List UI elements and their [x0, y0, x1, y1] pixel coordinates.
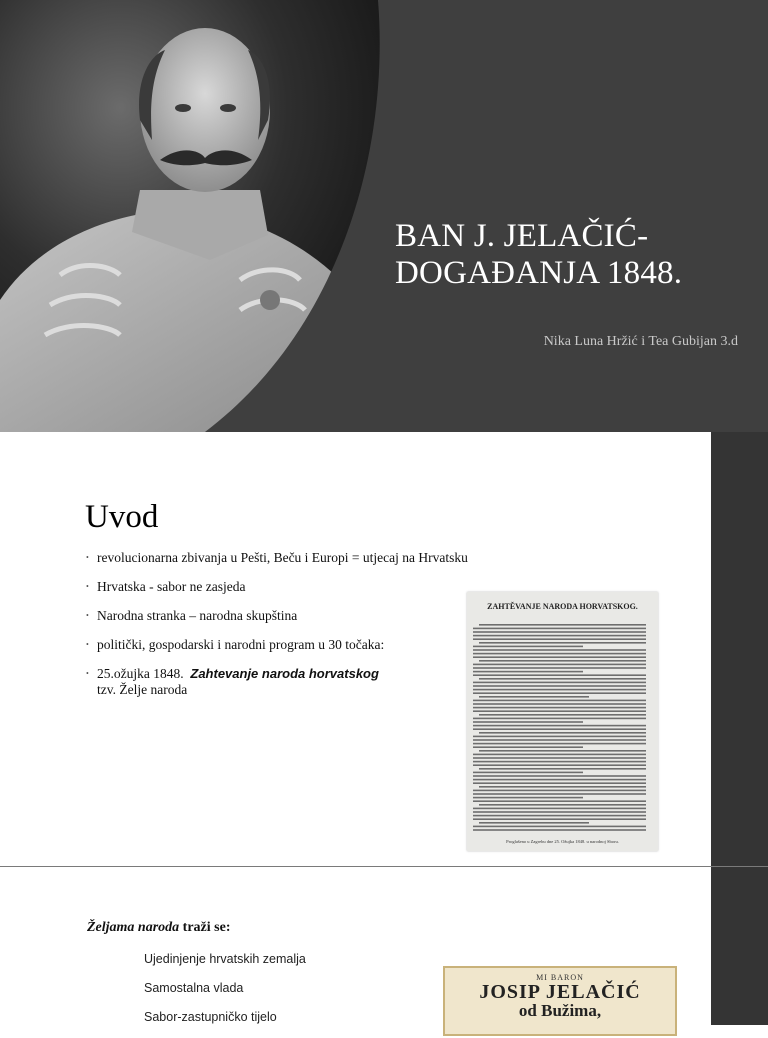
document-text-line	[473, 746, 583, 748]
document-text-line	[473, 757, 646, 759]
document-text-line	[473, 635, 646, 637]
document-text-line	[479, 804, 646, 806]
bullet-list	[86, 550, 506, 711]
document-text-line	[473, 793, 646, 795]
document-text-line	[473, 710, 646, 712]
document-text-line	[473, 656, 646, 658]
proclamation-image	[443, 966, 677, 1036]
intro-slide	[0, 432, 768, 866]
document-footer: Proglašeno u Zagrebu dne 25. Ožujka 1848. u narodnoj Sboru.	[506, 839, 619, 844]
list-item: Samostalna vlada	[144, 981, 244, 995]
document-image	[467, 592, 658, 851]
continuation-text: tzv. Želje naroda	[97, 682, 188, 697]
document-text-line	[473, 772, 583, 774]
document-text-line	[473, 815, 646, 817]
emphasis-text: Zahtevanje naroda horvatskog	[190, 666, 379, 681]
document-text-line	[473, 703, 646, 705]
document-text-lines	[473, 624, 646, 831]
portrait-image	[0, 0, 768, 432]
document-text-line	[473, 653, 646, 655]
list-item: • Narodna stranka – narodna skupština	[86, 608, 298, 623]
document-text-line	[473, 631, 646, 633]
list-item: • revolucionarna zbivanja u Pešti, Beču i Europi = utjecaj na Hrvatsku	[86, 550, 468, 565]
document-text-line	[473, 800, 646, 802]
demands-list	[144, 951, 306, 1038]
document-text-line	[479, 786, 646, 788]
title-line-1: BAN J. JELAČIĆ-	[395, 218, 649, 254]
document-text-line	[473, 721, 583, 723]
document-text-line	[479, 714, 646, 716]
document-text-line	[473, 829, 646, 831]
bullet-icon: •	[86, 553, 89, 562]
slide-sidebar	[711, 432, 768, 866]
document-heading: ZAHTĚVANJE NARODA HORVATSKOG.	[487, 602, 638, 611]
slide-sidebar	[711, 867, 768, 1025]
document-text-line	[473, 671, 583, 673]
proclamation-name: JOSIP JELAČIĆ	[479, 981, 641, 1003]
document-text-line	[473, 725, 646, 727]
document-text-line	[479, 768, 646, 770]
document-text-line	[473, 754, 646, 756]
document-text-line	[473, 728, 646, 730]
document-text-line	[473, 638, 646, 640]
slide-heading: Željama naroda traži se:	[87, 920, 231, 935]
document-text-line	[473, 707, 646, 709]
bullet-icon: •	[86, 669, 89, 678]
document-text-line	[473, 682, 646, 684]
document-text-line	[479, 732, 646, 734]
document-text-line	[479, 624, 646, 626]
slide-heading: Uvod	[85, 499, 159, 535]
document-text-line	[473, 674, 646, 676]
proclamation-sub: od Bužima,	[518, 1001, 602, 1020]
document-text-line	[473, 775, 646, 777]
document-text-line	[473, 782, 646, 784]
document-text-line	[473, 808, 646, 810]
list-item: Ujedinjenje hrvatskih zemalja	[144, 952, 306, 966]
document-text-line	[473, 764, 646, 766]
proclamation-small-text: MI BARON	[536, 973, 584, 982]
document-text-line	[473, 685, 646, 687]
title-line-2: DOGAĐANJA 1848.	[395, 255, 683, 291]
document-text-line	[473, 739, 646, 741]
list-item: • 25.ožujka 1848. Zahtevanje naroda horvatskog tzv. Želje naroda	[86, 666, 379, 697]
document-text-line	[473, 664, 646, 666]
document-text-line	[473, 826, 646, 828]
title-slide	[0, 0, 768, 432]
document-text-line	[473, 790, 646, 792]
bullet-icon: •	[86, 582, 89, 591]
document-text-line	[473, 779, 646, 781]
document-text-line	[479, 822, 589, 824]
slide-subtitle: Nika Luna Hržić i Tea Gubijan 3.d	[543, 334, 738, 349]
document-text-line	[479, 660, 646, 662]
document-text-line	[479, 750, 646, 752]
document-text-line	[473, 628, 646, 630]
demands-slide	[0, 866, 768, 1025]
document-text-line	[473, 649, 646, 651]
document-text-line	[473, 667, 646, 669]
document-text-line	[479, 642, 646, 644]
document-text-line	[473, 761, 646, 763]
list-item: Sabor-zastupničko tijelo	[144, 1010, 277, 1024]
document-text-line	[473, 646, 583, 648]
document-text-line	[473, 692, 646, 694]
document-text-line	[473, 811, 646, 813]
document-text-line	[473, 736, 646, 738]
document-text-line	[473, 700, 646, 702]
document-scan	[467, 592, 658, 851]
list-item: • politički, gospodarski i narodni program u 30 točaka:	[86, 637, 385, 652]
document-text-line	[473, 718, 646, 720]
bullet-icon: •	[86, 640, 89, 649]
bullet-icon: •	[86, 611, 89, 620]
document-text-line	[473, 743, 646, 745]
document-text-line	[473, 797, 583, 799]
list-item: • Hrvatska - sabor ne zasjeda	[86, 579, 246, 594]
document-text-line	[479, 696, 589, 698]
document-text-line	[479, 678, 646, 680]
slide-title	[395, 218, 755, 292]
document-text-line	[473, 818, 646, 820]
document-text-line	[473, 689, 646, 691]
